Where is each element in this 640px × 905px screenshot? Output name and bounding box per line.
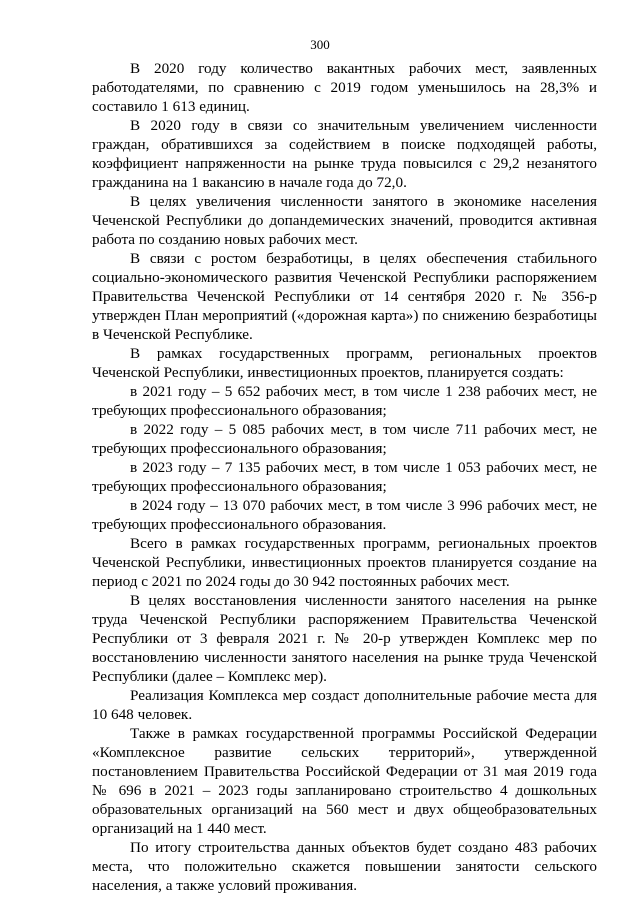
paragraph-tension-coefficient: В 2020 году в связи со значительным увеличением численности граждан, обратившихся за содействием в поиске подходящей работы, коэффициент напряженности на рынке труда повысился с 29,2 незанятого гражданина на 1 вакансию в начале года до 72,0.	[92, 117, 597, 191]
document-body	[92, 59, 597, 895]
paragraph-total-jobs: Всего в рамках государственных программ, региональных проектов Чеченской Республики, инвестиционных проектов планируется создание на период с 2021 по 2024 годы до 30 942 постоянных рабочих мест.	[92, 535, 597, 590]
paragraph-year-2024: в 2024 году – 13 070 рабочих мест, в том числе 3 996 рабочих мест, не требующих профессионального образования.	[92, 497, 597, 533]
paragraph-roadmap: В связи с ростом безработицы, в целях обеспечения стабильного социально-экономического развития Чеченской Республики распоряжением Правительства Чеченской Республики от 14 сентября 2020 г. № 356-р утвержден План мероприятий («дорожная карта») по снижению безработицы в Чеченской Республике.	[92, 250, 597, 343]
page-number: 300	[310, 37, 330, 52]
paragraph-employment-goal: В целях увеличения численности занятого в экономике населения Чеченской Республики до допандемических значений, проводится активная работа по созданию новых рабочих мест.	[92, 193, 597, 248]
paragraph-rural-program: Также в рамках государственной программы Российской Федерации «Комплексное развитие сельских территорий», утвержденной постановлением Правительства Российской Федерации от 31 мая 2019 года № 696 в 2021 – 2023 годы запланировано строительство 4 дошкольных образовательных организаций на 560 мест и двух общеобразовательных организаций на 1 440 мест.	[92, 725, 597, 837]
paragraph-year-2021: в 2021 году – 5 652 рабочих мест, в том числе 1 238 рабочих мест, не требующих профессионального образования;	[92, 383, 597, 419]
paragraph-measures-complex: В целях восстановления численности занятого населения на рынке труда Чеченской Республики распоряжением Правительства Чеченской Республики от 3 февраля 2021 г. № 20-р утвержден Комплекс мер по восстановлению численности занятого населения на рынке труда Чеченской Республики (далее – Комплекс мер).	[92, 592, 597, 685]
paragraph-vacancies: В 2020 году количество вакантных рабочих мест, заявленных работодателями, по сравнению с 2019 годом уменьшилось на 28,3% и составило 1 613 единиц.	[92, 60, 597, 115]
paragraph-complex-result: Реализация Комплекса мер создаст дополнительные рабочие места для 10 648 человек.	[92, 687, 597, 723]
paragraph-construction-result: По итогу строительства данных объектов будет создано 483 рабочих места, что положительно скажется повышении занятости сельского населения, а также условий проживания.	[92, 839, 597, 894]
paragraph-year-2022: в 2022 году – 5 085 рабочих мест, в том числе 711 рабочих мест, не требующих профессионального образования;	[92, 421, 597, 457]
paragraph-year-2023: в 2023 году – 7 135 рабочих мест, в том числе 1 053 рабочих мест, не требующих профессионального образования;	[92, 459, 597, 495]
paragraph-plan-intro: В рамках государственных программ, региональных проектов Чеченской Республики, инвестиционных проектов, планируется создать:	[92, 345, 597, 381]
